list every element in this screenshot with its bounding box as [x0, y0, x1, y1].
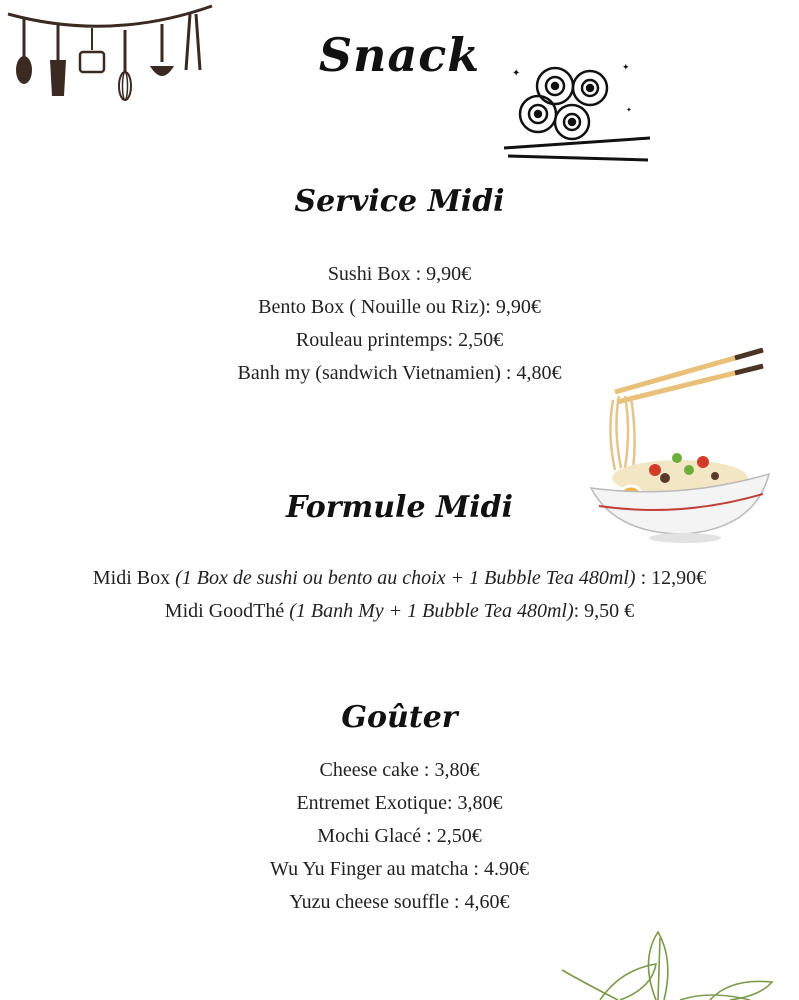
item-detail: (1 Banh My + 1 Bubble Tea 480ml) — [289, 600, 574, 622]
menu-item: Wu Yu Finger au matcha : 4.90€ — [270, 858, 529, 880]
menu-item: Mochi Glacé : 2,50€ — [317, 825, 482, 847]
menu-item: Rouleau printemps: 2,50€ — [295, 329, 504, 351]
svg-text:✦: ✦ — [622, 63, 630, 73]
formule-midi-heading: Formule Midi — [286, 490, 513, 525]
svg-text:✦: ✦ — [512, 68, 521, 79]
leaf-decoration-icon — [560, 930, 799, 1000]
formule-midi-list — [0, 562, 799, 628]
item-name: Midi GoodThé — [164, 600, 290, 622]
svg-text:✦: ✦ — [626, 106, 632, 114]
gouter-heading: Goûter — [341, 700, 458, 735]
item-price: : 12,90€ — [635, 567, 707, 589]
menu-item: Banh my (sandwich Vietnamien) : 4,80€ — [237, 362, 562, 384]
item-detail: (1 Box de sushi ou bento au choix + 1 Bubble Tea 480ml) — [175, 567, 636, 589]
menu-item — [0, 595, 799, 628]
menu-item: Cheese cake : 3,80€ — [319, 759, 480, 781]
item-price: : 9,50 € — [573, 600, 635, 622]
menu-item: Sushi Box : 9,90€ — [327, 263, 472, 285]
menu-item — [0, 562, 799, 595]
menu-item: Yuzu cheese souffle : 4,60€ — [289, 891, 510, 913]
menu-item: Bento Box ( Nouille ou Riz): 9,90€ — [258, 296, 541, 318]
page-title: Snack — [318, 28, 481, 82]
service-midi-heading: Service Midi — [294, 184, 505, 219]
gouter-list — [0, 754, 799, 919]
sushi-rolls-icon — [500, 56, 660, 172]
menu-item: Entremet Exotique: 3,80€ — [296, 792, 503, 814]
item-name: Midi Box — [92, 567, 176, 589]
